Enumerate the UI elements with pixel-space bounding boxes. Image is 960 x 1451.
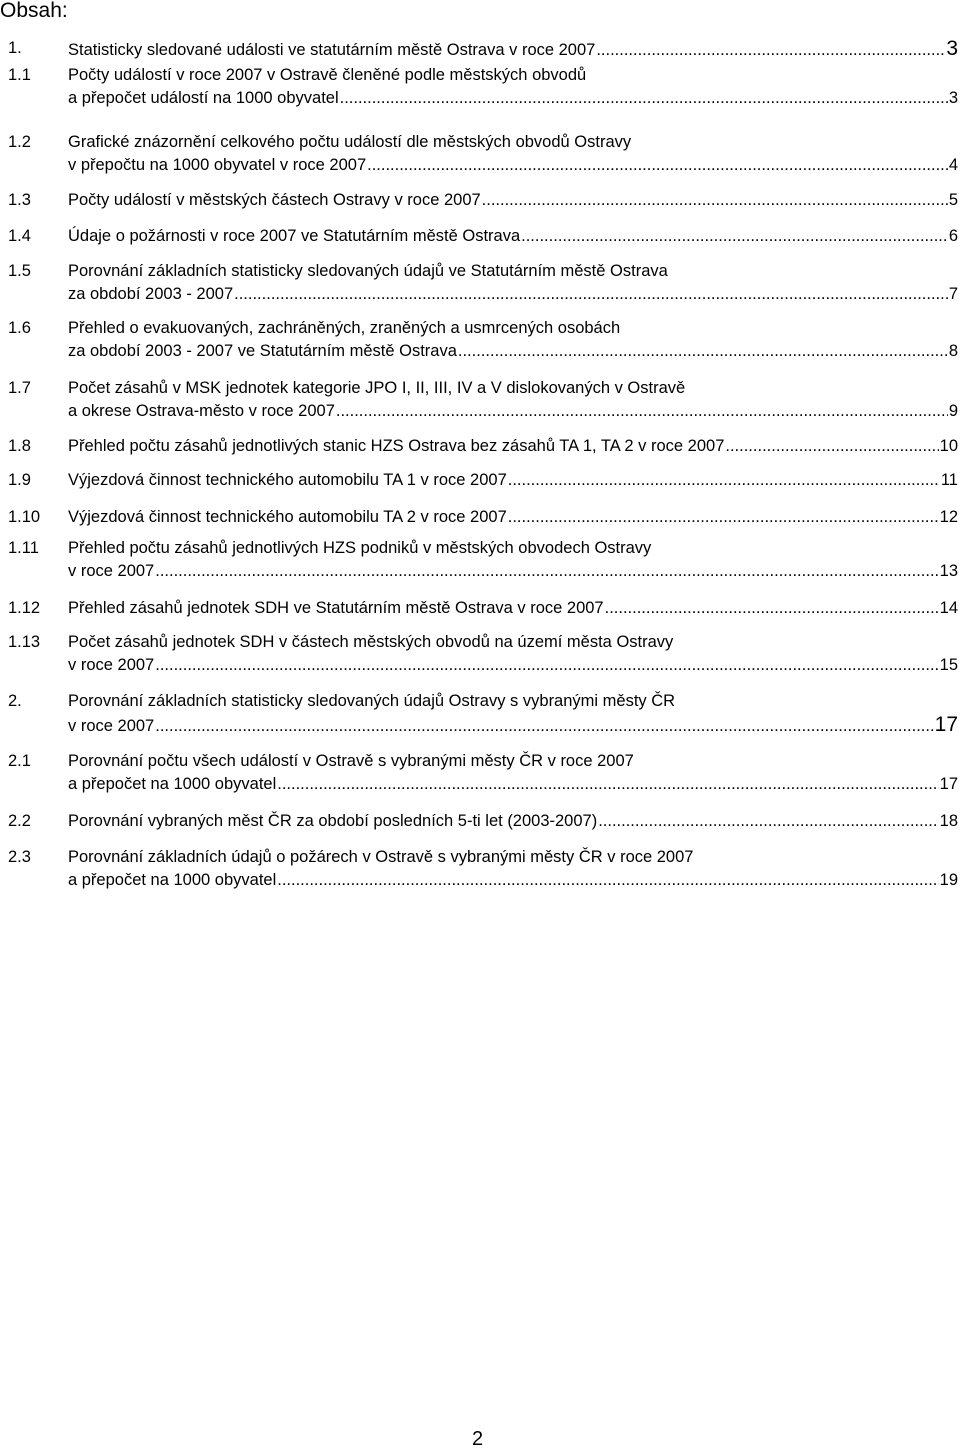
toc-entry-number: 1.10 (8, 508, 41, 526)
dot-leader (155, 715, 933, 738)
toc-entry-page-number: 6 (948, 227, 958, 245)
toc-entry-number: 1.4 (8, 227, 31, 245)
dot-leader (521, 225, 948, 248)
toc-entry-title-line: v roce 2007 (68, 562, 155, 580)
page-number: 2 (472, 1428, 484, 1450)
toc-entry-title-line: za období 2003 - 2007 (68, 285, 234, 303)
dot-leader (155, 560, 938, 583)
toc-entry-page-number: 17 (939, 775, 958, 793)
toc-entry-page-number: 4 (948, 156, 958, 174)
toc-entry-number: 1. (8, 39, 22, 57)
toc-entry-number: 1.5 (8, 262, 31, 280)
toc-entry-title-line: Porovnání základních údajů o požárech v Ostravě s vybranými městy ČR v roce 2007 (68, 848, 694, 866)
toc-entry-title-line: Výjezdová činnost technického automobilu TA 2 v roce 2007 (68, 508, 507, 526)
toc-entry-number: 2.1 (8, 752, 31, 770)
toc-entry-number: 1.7 (8, 379, 31, 397)
toc-entry-title-line: a přepočet událostí na 1000 obyvatel (68, 89, 339, 107)
toc-entry-title-line: Výjezdová činnost technického automobilu TA 1 v roce 2007 (68, 471, 507, 489)
toc-entry-title-line: a přepočet na 1000 obyvatel (68, 871, 277, 889)
toc-entry-title-line: Přehled o evakuovaných, zachráněných, zraněných a usmrcených osobách (68, 319, 621, 337)
toc-entry-title-line: Porovnání základních statisticky sledovaných údajů Ostravy s vybranými městy ČR (68, 692, 676, 710)
toc-entry-page-number: 14 (939, 599, 958, 617)
toc-entry-title-line: Statisticky sledované události ve statutárním městě Ostrava v roce 2007 (68, 41, 596, 59)
toc-entry-title-line: Porovnání základních statisticky sledovaných údajů ve Statutárním městě Ostrava (68, 262, 668, 280)
toc-entry-page-number: 17 (934, 713, 958, 736)
toc-entry-number: 1.2 (8, 133, 31, 151)
toc-entry-title-line: Porovnání počtu všech událostí v Ostravě s vybranými městy ČR v roce 2007 (68, 752, 634, 770)
toc-entry-number: 1.3 (8, 191, 31, 209)
dot-leader (458, 340, 948, 363)
toc-entry-title-line: v roce 2007 (68, 656, 155, 674)
dot-leader (340, 87, 948, 110)
toc-entry-page-number: 3 (948, 89, 958, 107)
toc-entry-number: 1.13 (8, 633, 41, 651)
dot-leader (596, 39, 945, 62)
toc-entry-page-number: 5 (948, 191, 958, 209)
toc-entry-number: 1.1 (8, 66, 31, 84)
toc-entry-page-number: 7 (948, 285, 958, 303)
toc-entry-number: 1.6 (8, 319, 31, 337)
dot-leader (336, 400, 948, 423)
toc-entry-title-line: Grafické znázornění celkového počtu událostí dle městských obvodů Ostravy (68, 133, 632, 151)
dot-leader (277, 869, 938, 892)
toc-entry-title-line: v přepočtu na 1000 obyvatel v roce 2007 (68, 156, 367, 174)
toc-entry-page-number: 13 (939, 562, 958, 580)
toc-entry-page-number: 10 (939, 437, 958, 455)
toc-entry-page-number: 18 (939, 812, 958, 830)
dot-leader (155, 654, 938, 677)
toc-entry-page-number: 12 (939, 508, 958, 526)
toc-entry-title-line: a okrese Ostrava-město v roce 2007 (68, 402, 335, 420)
toc-entry-number: 1.8 (8, 437, 31, 455)
toc-entry-title-line: Počet zásahů jednotek SDH v částech městských obvodů na území města Ostravy (68, 633, 674, 651)
dot-leader (598, 810, 938, 833)
toc-entry-page-number: 15 (939, 656, 958, 674)
toc-entry-title-line: za období 2003 - 2007 ve Statutárním městě Ostrava (68, 342, 457, 360)
toc-entry-number: 1.12 (8, 599, 41, 617)
toc-entry-number: 1.9 (8, 471, 31, 489)
toc-entry-title-line: Porovnání vybraných měst ČR za období posledních 5-ti let (2003-2007) (68, 812, 598, 830)
toc-entry-title-line: Přehled počtu zásahů jednotlivých HZS podniků v městských obvodech Ostravy (68, 539, 652, 557)
toc-entry-number: 2.2 (8, 812, 31, 830)
dot-leader (367, 154, 948, 177)
toc-entry-title-line: Počty událostí v městských částech Ostravy v roce 2007 (68, 191, 481, 209)
toc-entry-title-line: Přehled zásahů jednotek SDH ve Statutárním městě Ostrava v roce 2007 (68, 599, 604, 617)
dot-leader (605, 597, 939, 620)
toc-entry-title-line: v roce 2007 (68, 717, 155, 735)
dot-leader (725, 435, 938, 458)
dot-leader (234, 283, 948, 306)
dot-leader (508, 506, 939, 529)
toc-entry-number: 2. (8, 692, 22, 710)
toc-entry-title-line: Přehled počtu zásahů jednotlivých stanic HZS Ostrava bez zásahů TA 1, TA 2 v roce 2007 (68, 437, 725, 455)
dot-leader (277, 773, 938, 796)
toc-heading: Obsah: (0, 0, 68, 22)
toc-entry-page-number: 11 (940, 471, 958, 489)
toc-entry-title-line: a přepočet na 1000 obyvatel (68, 775, 277, 793)
toc-entry-page-number: 9 (948, 402, 958, 420)
toc-entry-number: 1.11 (8, 539, 39, 557)
toc-entry-title-line: Počty událostí v roce 2007 v Ostravě členěné podle městských obvodů (68, 66, 587, 84)
toc-entry-page-number: 8 (948, 342, 958, 360)
toc-entry-title-line: Počet zásahů v MSK jednotek kategorie JPO I, II, III, IV a V dislokovaných v Ostravě (68, 379, 686, 397)
dot-leader (482, 189, 948, 212)
toc-entry-number: 2.3 (8, 848, 31, 866)
toc-entry-page-number: 19 (939, 871, 958, 889)
toc-entry-page-number: 3 (946, 37, 958, 60)
dot-leader (508, 469, 940, 492)
toc-entry-title-line: Údaje o požárnosti v roce 2007 ve Statutárním městě Ostrava (68, 227, 521, 245)
